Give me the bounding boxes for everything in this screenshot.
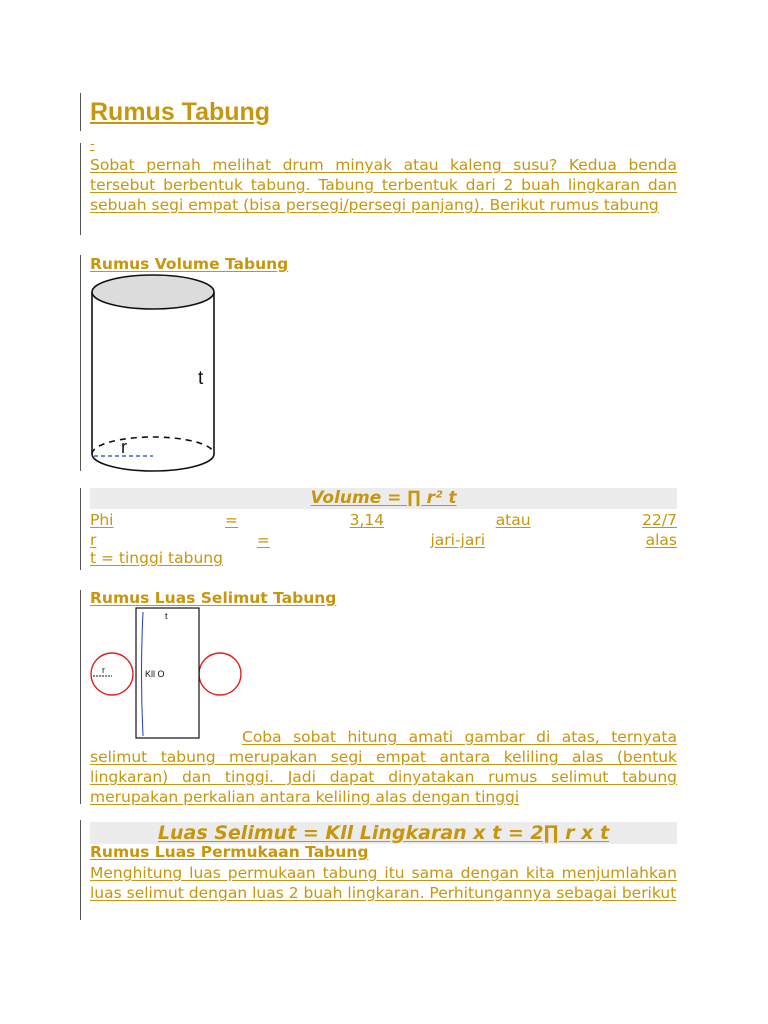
height-label: t (198, 368, 204, 389)
unrolled-cylinder-figure (90, 606, 250, 741)
def-value: 22/7 (642, 511, 677, 529)
blockquote-bar (80, 143, 81, 235)
intro-paragraph[interactable]: Sobat pernah melihat drum minyak atau kaleng susu? Kedua benda tersebut berbentuk tabung. Tabung terbentuk dari 2 buah lingkaran dan sebuah segi empat (bisa persegi/persegi panjang). Berikut rumus tabung (90, 156, 677, 214)
def-r[interactable] (90, 530, 677, 550)
def-eq: = (256, 531, 270, 549)
height-label: t (165, 611, 168, 621)
def-eq: = (225, 511, 239, 529)
def-value: 3,14 (349, 511, 385, 529)
def-phi[interactable] (90, 510, 677, 530)
radius-label: r (102, 665, 105, 675)
def-value: jari-jari (430, 531, 486, 549)
selimut-heading[interactable]: Rumus Luas Selimut Tabung (90, 589, 337, 607)
blockquote-bar (80, 590, 81, 804)
def-term: Phi (90, 511, 114, 529)
blockquote-bar (80, 93, 81, 131)
selimut-paragraph[interactable]: Coba sobat hitung amati gambar di atas, ternyata selimut tabung merupakan segi empat antara keliling alas (bentuk lingkaran) dan tinggi. Jadi dapat dinyatakan rumus selimut tabung merupakan perkalian antara keliling alas dengan tinggi (90, 728, 677, 806)
blockquote-bar (80, 820, 81, 920)
def-term: r (90, 531, 97, 549)
permukaan-paragraph[interactable]: Menghitung luas permukaan tabung itu sama dengan kita menjumlahkan luas selimut dengan luas 2 buah lingkaran. Perhitungannya sebagai berikut (90, 864, 677, 902)
permukaan-heading[interactable]: Rumus Luas Permukaan Tabung (90, 843, 369, 861)
circumference-label: Kll O (145, 669, 165, 679)
page-title[interactable]: Rumus Tabung (90, 98, 271, 126)
def-value: alas (645, 531, 677, 549)
cylinder-figure (88, 272, 228, 477)
selimut-formula[interactable]: Luas Selimut = Kll Lingkaran x t = 2∏ r x t (90, 822, 677, 844)
dash-mark: - (90, 137, 95, 152)
blockquote-bar (80, 488, 81, 570)
def-value: atau (495, 511, 531, 529)
def-t[interactable]: t = tinggi tabung (90, 549, 223, 567)
volume-formula[interactable]: Volume = ∏ r² t (90, 488, 677, 509)
radius-label: r (121, 437, 127, 457)
blockquote-bar (80, 255, 81, 471)
volume-heading[interactable]: Rumus Volume Tabung (90, 255, 289, 273)
